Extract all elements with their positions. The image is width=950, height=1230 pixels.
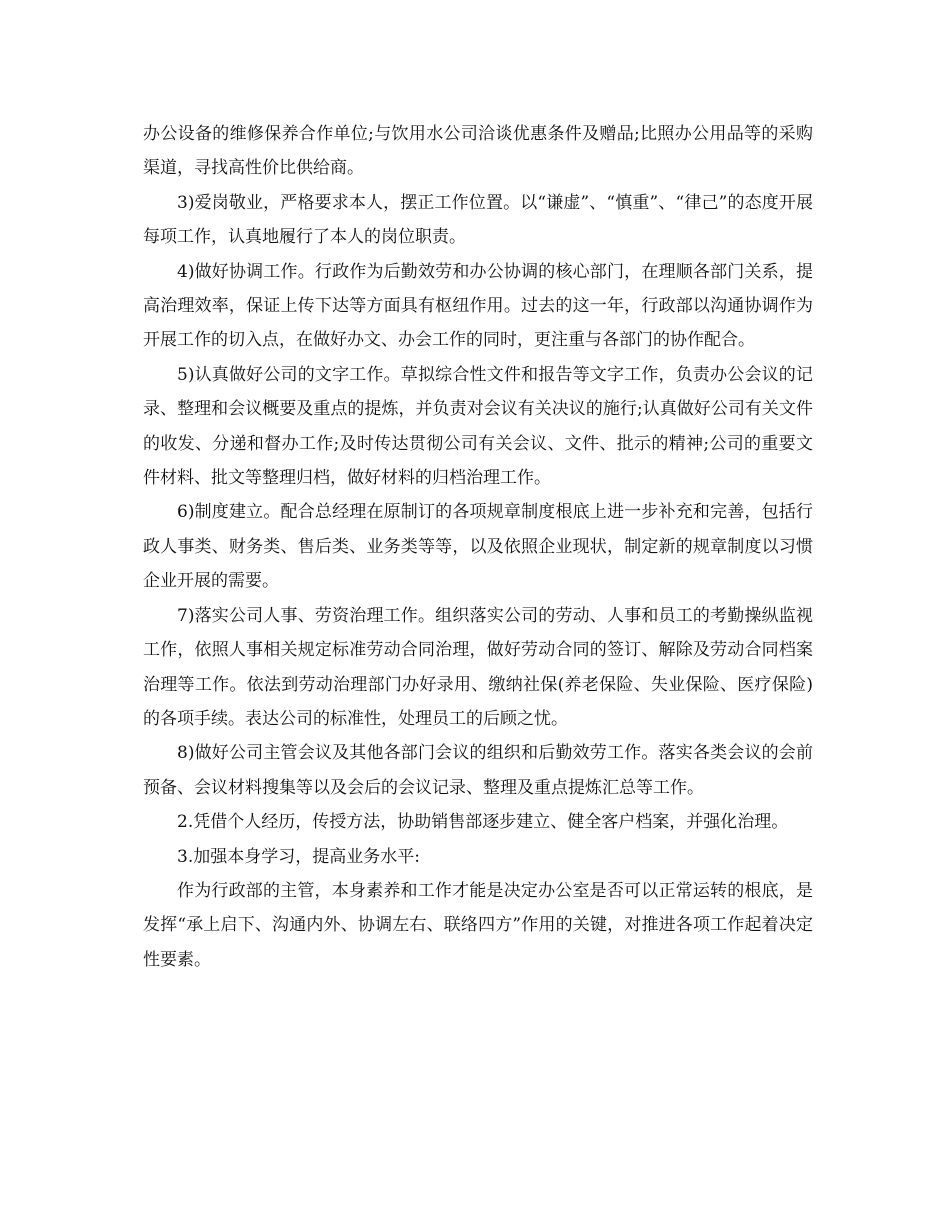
paragraph-6: 7)落实公司人事、劳资治理工作。组织落实公司的劳动、人事和员工的考勤操纵监视工作，依照人事相关规定标准劳动合同治理，做好劳动合同的签订、解除及劳动合同档案治理等工作。依法到劳动治理部门办好录用、缴纳社保(养老保险、失业保险、医疗保险)的各项手续。表达公司的标准性，处理员工的后顾之忧。 [143,605,813,729]
paragraph-1: 办公设备的维修保养合作单位;与饮用水公司洽谈优惠条件及赠品;比照办公用品等的采购渠道，寻找高性价比供给商。 [143,124,813,179]
paragraph-4: 5)认真做好公司的文字工作。草拟综合性文件和报告等文字工作，负责办公会议的记录、整理和会议概要及重点的提炼，并负责对会议有关决议的施行;认真做好公司有关文件的收发、分递和督办工作;及时传达贯彻公司有关会议、文件、批示的精神;公司的重要文件材料、批文等整理归档，做好材料的归档治理工作。 [143,364,813,489]
paragraph-8: 2.凭借个人经历，传授方法，协助销售部逐步建立、健全客户档案，并强化治理。 [177,812,789,833]
paragraph-3: 4)做好协调工作。行政作为后勤效劳和办公协调的核心部门，在理顺各部门关系，提高治理效率，保证上传下达等方面具有枢纽作用。过去的这一年，行政部以沟通协调作为开展工作的切入点，在做好办文、办会工作的同时，更注重与各部门的协作配合。 [143,261,813,351]
paragraph-5: 6)制度建立。配合总经理在原制订的各项规章制度根底上进一步补充和完善，包括行政人事类、财务类、售后类、业务类等等，以及依照企业现状，制定新的规章制度以习惯企业开展的需要。 [143,502,813,592]
paragraph-2: 3)爱岗敬业，严格要求本人，摆正工作位置。以“谦虚”、“慎重”、“律己”的态度开展每项工作，认真地履行了本人的岗位职责。 [143,192,813,248]
document-body [143,117,813,977]
paragraph-9: 3.加强本身学习，提高业务水平: [177,846,420,867]
paragraph-10: 作为行政部的主管，本身素养和工作才能是决定办公室是否可以正常运转的根底，是发挥“承上启下、沟通内外、协调左右、联络四方”作用的关键，对推进各项工作起着决定性要素。 [143,880,813,970]
paragraph-7: 8)做好公司主管会议及其他各部门会议的组织和后勤效劳工作。落实各类会议的会前预备、会议材料搜集等以及会后的会议记录、整理及重点提炼汇总等工作。 [143,743,813,798]
